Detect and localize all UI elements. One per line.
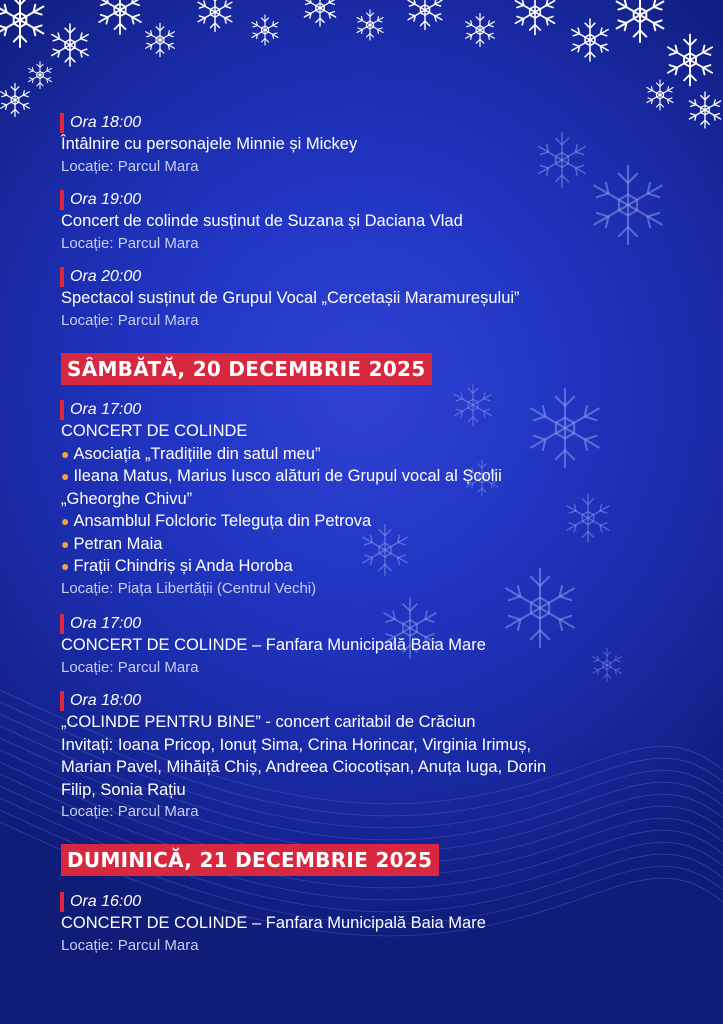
event-title: Spectacol susținut de Grupul Vocal „Cercetașii Maramureșului” xyxy=(61,289,520,307)
event-location: Locație: Piața Libertății (Centrul Vechi) xyxy=(61,579,317,597)
event-time: Ora 20:00 xyxy=(60,267,520,287)
event-20-1700-colinde xyxy=(61,400,502,600)
event-location: Locație: Parcul Mara xyxy=(61,936,199,954)
day-heading-sunday: DUMINICĂ, 21 DECEMBRIE 2025 xyxy=(61,844,439,876)
event-time: Ora 18:00 xyxy=(60,691,546,711)
bullet-icon: ● xyxy=(61,468,70,484)
event-time: Ora 17:00 xyxy=(60,614,486,634)
event-title: Întâlnire cu personajele Minnie și Mickey xyxy=(61,135,358,153)
event-title: CONCERT DE COLINDE – Fanfara Municipală Baia Mare xyxy=(61,636,486,654)
guests-line: Filip, Sonia Rațiu xyxy=(61,780,186,799)
bullet-icon: ● xyxy=(61,558,70,574)
performer-item: ● Ileana Matus, Marius Iusco alături de Grupul vocal al Școlii xyxy=(61,467,502,485)
event-time: Ora 18:00 xyxy=(60,113,357,133)
performer-item-continuation: „Gheorghe Chivu” xyxy=(61,489,193,508)
event-title: CONCERT DE COLINDE xyxy=(61,422,248,440)
event-20-1800-caritabil xyxy=(61,691,546,823)
bullet-icon: ● xyxy=(61,445,70,462)
event-location: Locație: Parcul Mara xyxy=(61,157,199,175)
event-title: „COLINDE PENTRU BINE” - concert caritabil de Crăciun xyxy=(61,713,476,731)
performer-item: ● Ansamblul Folcloric Teleguța din Petrova xyxy=(61,512,372,530)
day-heading-saturday: SÂMBĂTĂ, 20 DECEMBRIE 2025 xyxy=(61,353,432,385)
event-19-1800 xyxy=(61,113,357,178)
event-title: CONCERT DE COLINDE – Fanfara Municipală Baia Mare xyxy=(61,914,486,932)
event-location: Locație: Parcul Mara xyxy=(61,803,199,820)
event-19-2000 xyxy=(61,267,520,332)
performer-item: ● Asociația „Tradițiile din satul meu” xyxy=(61,444,321,463)
guests-line: Invitați: Ioana Pricop, Ionuț Sima, Crina Horincar, Virginia Irimuș, xyxy=(61,735,532,754)
event-21-1600-fanfara xyxy=(61,892,486,957)
event-time: Ora 17:00 xyxy=(60,400,502,420)
event-19-1900 xyxy=(61,190,463,255)
event-location: Locație: Parcul Mara xyxy=(61,311,199,329)
event-location: Locație: Parcul Mara xyxy=(61,234,199,252)
bullet-icon: ● xyxy=(61,513,70,529)
performer-item: ● Frații Chindriș și Anda Horoba xyxy=(61,557,293,575)
bullet-icon: ● xyxy=(61,535,70,552)
event-time: Ora 19:00 xyxy=(60,190,463,210)
event-20-1700-fanfara xyxy=(61,614,486,679)
event-title: Concert de colinde susținut de Suzana și Daciana Vlad xyxy=(61,212,463,230)
performer-item: ● Petran Maia xyxy=(61,534,163,553)
event-location: Locație: Parcul Mara xyxy=(61,658,199,676)
event-time: Ora 16:00 xyxy=(60,892,486,912)
guests-line: Marian Pavel, Mihăiță Chiș, Andreea Ciocotișan, Anuța Iuga, Dorin xyxy=(61,758,547,776)
